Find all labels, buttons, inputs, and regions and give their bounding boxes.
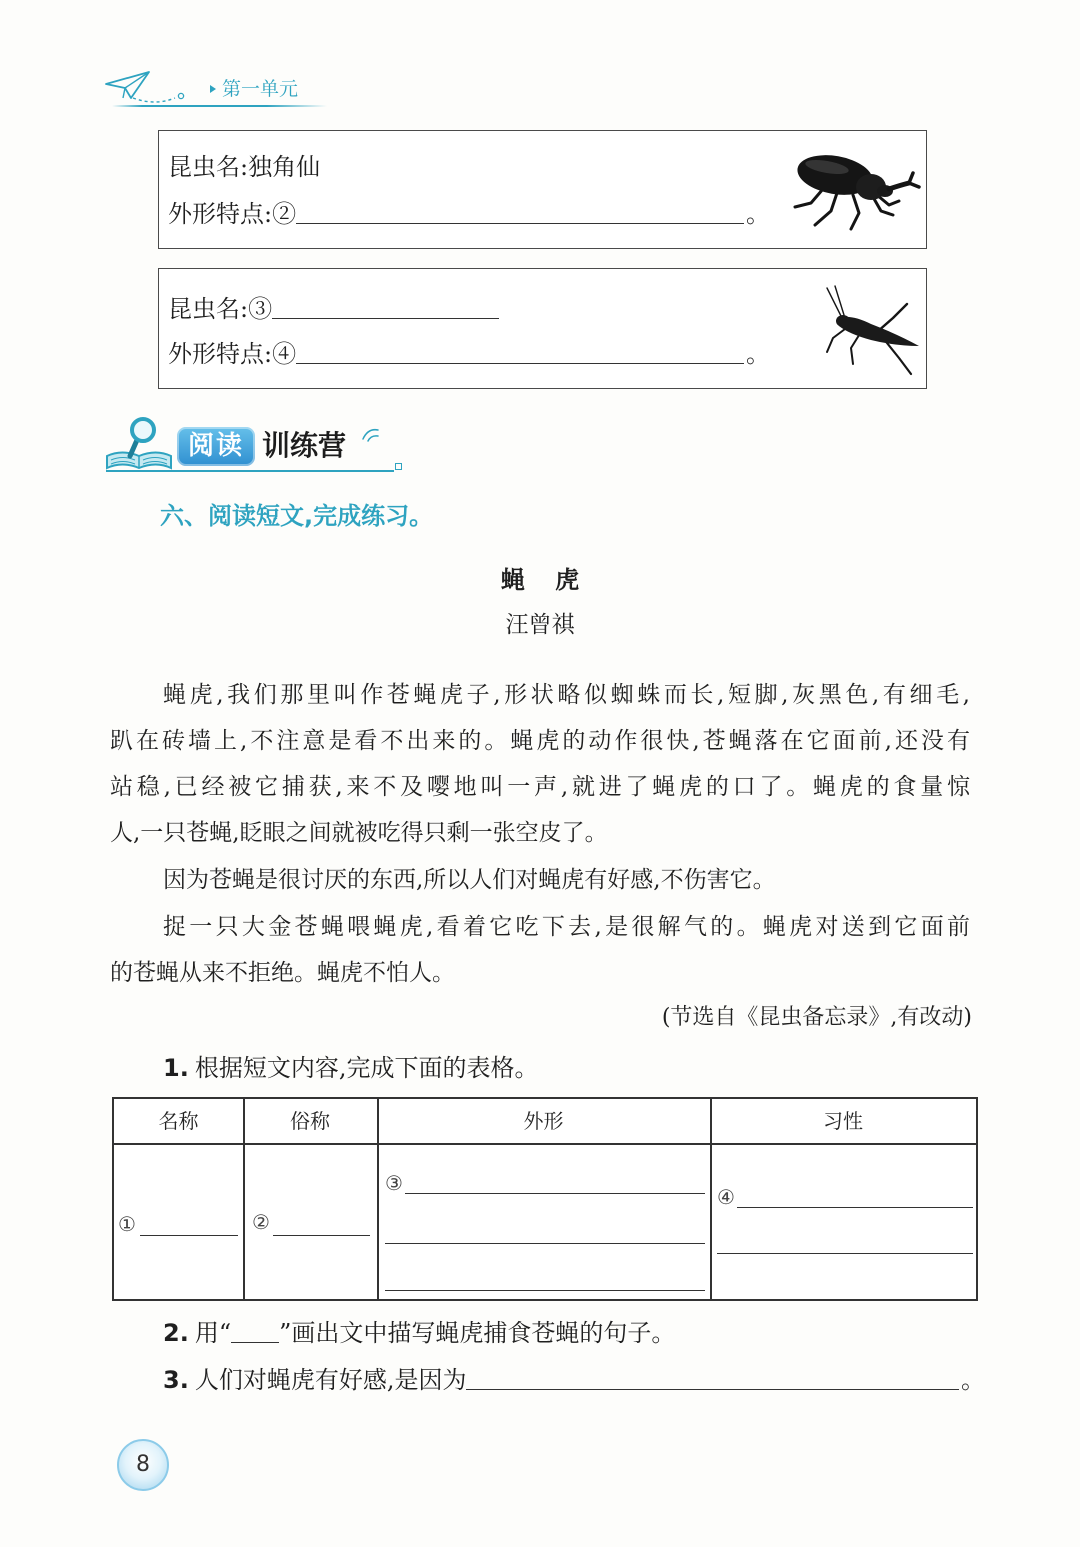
question-number: 1. [163,1054,189,1082]
table-cell-marker: ④ [717,1185,735,1209]
insect-feature-row [168,200,770,228]
end-mark: 。 [746,340,770,368]
question-text: 根据短文内容,完成下面的表格。 [194,1054,539,1082]
article-line: 因为苍蝇是很讨厌的东西,所以人们对蝇虎有好感,不伤害它。 [163,867,776,893]
reason-answer-blank [466,1369,959,1390]
common-name-answer-blank [273,1235,370,1236]
feature-answer-blank [296,343,744,364]
table-header-name: 名称 [158,1109,199,1133]
insect-name-marker: ③ [248,295,273,323]
exercise-instruction: 六、阅读短文,完成练习。 [160,502,434,530]
table-cell-marker: ① [118,1212,136,1236]
insect-card-2 [158,268,927,389]
question-1 [163,1054,538,1082]
insect-feature-marker: ④ [272,340,297,368]
insect-feature-label: 外形特点: [168,340,273,368]
table-cell-marker: ② [252,1210,270,1234]
question-2 [163,1319,675,1347]
insect-name-row [168,153,320,181]
question-3 [163,1366,985,1394]
unit-label: 第一单元 [222,78,299,100]
article-line: 趴在砖墙上,不注意是看不出来的。蝇虎的动作很快,苍蝇落在它面前,还没有 [110,728,970,754]
section-badge: 阅读 [177,427,255,466]
end-mark: 。 [746,200,770,228]
section-underline [106,470,394,472]
insect-feature-label: 外形特点: [168,200,273,228]
question-number: 3. [163,1366,189,1394]
question-text-suffix: 。 [961,1366,985,1394]
underline-sample-blank [231,1322,279,1343]
unit-arrow-icon [210,85,216,93]
section-rule-end-mark [395,463,402,470]
article-line: 蝇虎,我们那里叫作苍蝇虎子,形状略似蜘蛛而长,短脚,灰黑色,有细毛, [163,682,970,708]
insect-feature-row [168,340,770,368]
unit-underline [112,105,327,107]
table-header-common-name: 俗称 [290,1109,330,1133]
question-text-prefix: 人们对蝇虎有好感,是因为 [194,1366,467,1394]
question-text-prefix: 用“ [194,1319,232,1347]
insect-name-value: 独角仙 [248,153,321,181]
appearance-answer-blank [405,1193,705,1194]
article-author: 汪曾祺 [505,612,575,638]
name-answer-blank [140,1235,238,1236]
habits-answer-blank [717,1253,973,1254]
insect-name-row [168,295,499,323]
article-line: 捉一只大金苍蝇喂蝇虎,看着它吃下去,是很解气的。蝇虎对送到它面前 [163,914,970,940]
article-source: (节选自《昆虫备忘录》,有改动) [661,1005,972,1030]
insect-name-label: 昆虫名: [168,295,249,323]
paper-plane-icon [103,68,207,108]
decorative-wave-icon [360,424,382,444]
question-number: 2. [163,1319,189,1347]
insect-name-label: 昆虫名: [168,153,249,181]
habits-answer-blank [737,1207,973,1208]
article-line: 的苍蝇从来不拒绝。蝇虎不怕人。 [110,960,455,986]
answer-table [112,1097,978,1301]
appearance-answer-blank [385,1243,705,1244]
appearance-answer-blank [385,1290,705,1291]
table-header-habits: 习性 [823,1109,863,1133]
table-header-appearance: 外形 [523,1109,564,1133]
article-title: 蝇 虎 [500,565,580,594]
question-text-suffix: ”画出文中描写蝇虎捕食苍蝇的句子。 [279,1319,676,1347]
insect-feature-marker: ② [272,200,297,228]
grasshopper-icon [815,280,925,380]
rhinoceros-beetle-icon [785,145,925,235]
article-line: 人,一只苍蝇,眨眼之间就被吃得只剩一张空皮了。 [110,820,608,846]
article-line: 站稳,已经被它捕获,来不及嘤地叫一声,就进了蝇虎的口了。蝇虎的食量惊 [110,774,970,800]
magnifier-book-icon [103,416,175,474]
feature-answer-blank [296,203,744,224]
section-title: 训练营 [262,429,347,462]
name-answer-blank [272,298,499,319]
page-number: 8 [117,1439,169,1491]
table-cell-marker: ③ [385,1171,403,1195]
